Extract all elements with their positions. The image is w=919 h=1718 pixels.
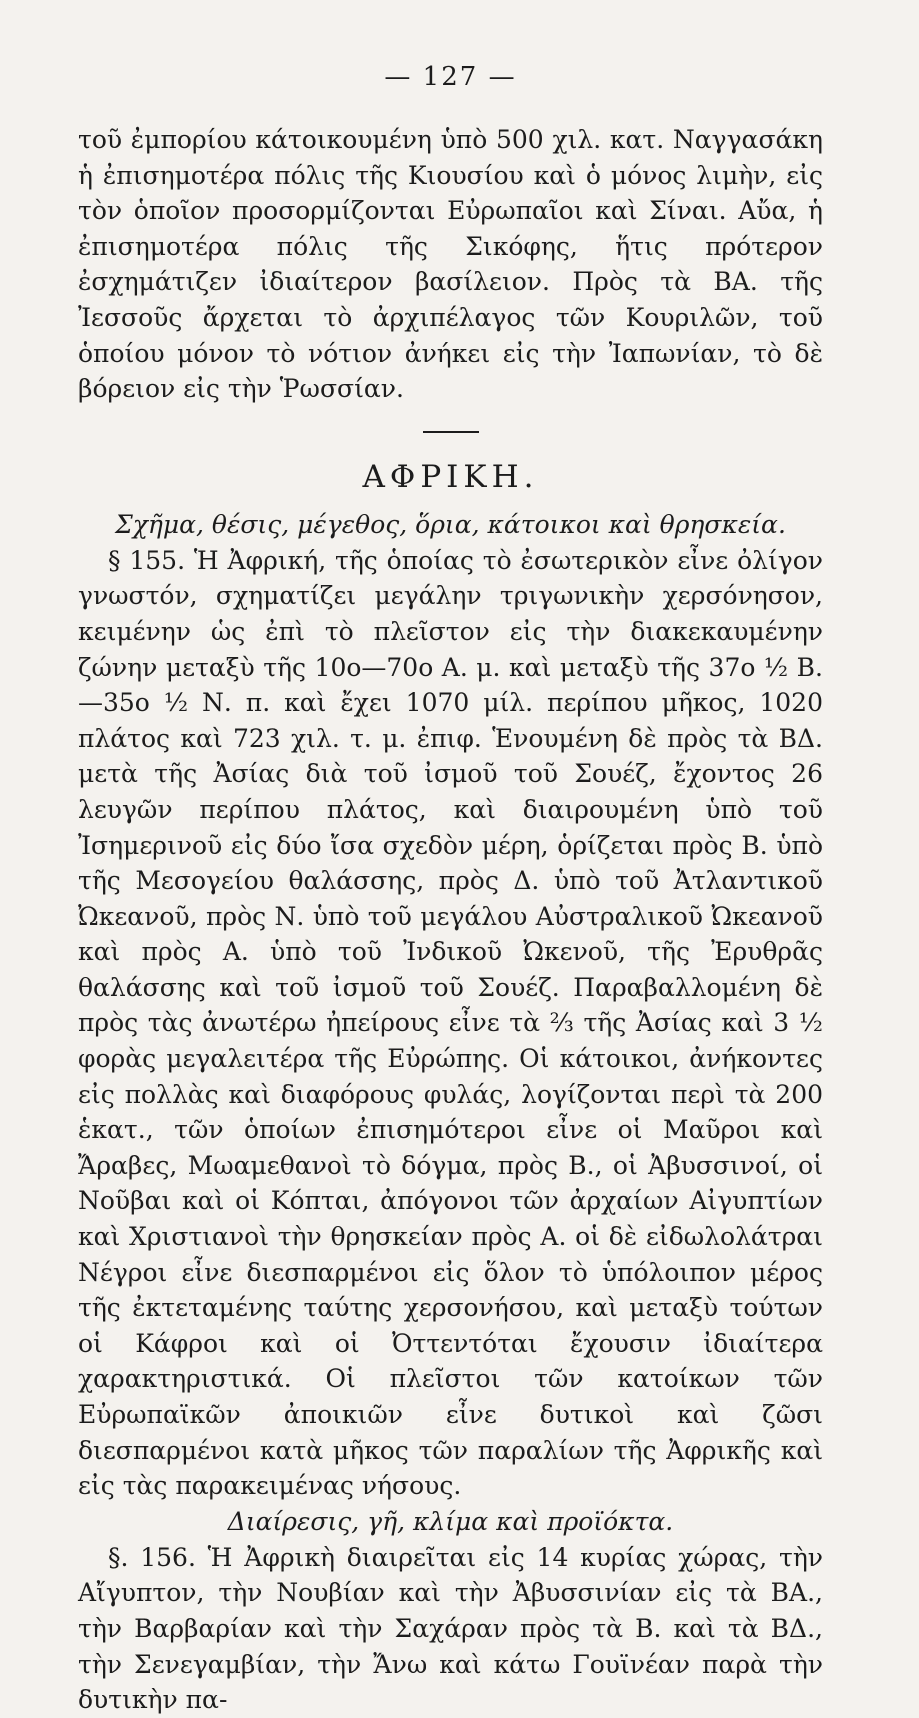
page-number: — 127 — <box>384 62 517 92</box>
subheading-shape-position: Σχῆμα, θέσις, μέγεθος, ὅρια, κάτοικοι καὶ θρησκεία. <box>115 509 786 539</box>
section-title: ΑΦΡΙΚΗ. <box>362 458 539 495</box>
intro-paragraph: τοῦ ἐμπορίου κάτοικουμένη ὑπὸ 500 χιλ. κατ. Ναγγασάκη ἡ ἐπισημοτέρα πόλις τῆς Κιουσίου καὶ ὁ μόνος λιμὴν, εἰς τὸν ὁποῖον προσορμίζονται Εὐρωπαῖοι καὶ Σίναι. Αὔα, ἡ ἐπισημοτέρα πόλις τῆς Σικόφης, ἥτις πρότερον ἐσχημάτιζεν ἰδιαίτερον βασίλειον. Πρὸς τὰ ΒΑ. τῆς Ἰεσσοῦς ἄρχεται τὸ ἀρχιπέλαγος τῶν Κουριλῶν, τοῦ ὁποίου μόνον τὸ νότιον ἀνήκει εἰς τὴν Ἰαπωνίαν, τὸ δὲ βόρειον εἰς τὴν Ῥωσσίαν. <box>78 125 823 404</box>
subheading-division-climate: Διαίρεσις, γῆ, κλίμα καὶ προϊόκτα. <box>227 1506 674 1536</box>
paragraph-156: §. 156. Ἡ Ἀφρικὴ διαιρεῖται εἰς 14 κυρίας χώρας, τὴν Αἴγυπτον, τὴν Νουβίαν καὶ τὴν Ἀβυσσινίαν εἰς τὰ ΒΑ., τὴν Βαρβαρίαν καὶ τὴν Σαχάραν πρὸς τὰ Β. καὶ τὰ ΒΔ., τὴν Σενεγαμβίαν, τὴν Ἄνω καὶ κάτω Γουϊνέαν παρὰ τὴν δυτικὴν πα- <box>78 1542 823 1715</box>
paragraph-155: § 155. Ἡ Ἀφρική, τῆς ὁποίας τὸ ἐσωτερικὸν εἶνε ὀλίγον γνωστόν, σχηματίζει μεγάλην τριγωνικὴν χερσόνησον, κειμένην ὡς ἐπὶ τὸ πλεῖστον εἰς τὴν διακεκαυμένην ζώνην μεταξὺ τῆς 10ο—70ο Α. μ. καὶ μεταξὺ τῆς 37ο ½ Β.—35ο ½ Ν. π. καὶ ἔχει 1070 μίλ. περίπου μῆκος, 1020 πλάτος καὶ 723 χιλ. τ. μ. ἐπιφ. Ἑνουμένη δὲ πρὸς τὰ ΒΔ. μετὰ τῆς Ἀσίας διὰ τοῦ ἰσμοῦ τοῦ Σουέζ, ἔχοντος 26 λευγῶν περίπου πλάτος, καὶ διαιρουμένη ὑπὸ τοῦ Ἰσημερινοῦ εἰς δύο ἴσα σχεδὸν μέρη, ὁρίζεται πρὸς Β. ὑπὸ τῆς Μεσογείου θαλάσσης, πρὸς Δ. ὑπὸ τοῦ Ἀτλαντικοῦ Ὠκεανοῦ, πρὸς Ν. ὑπὸ τοῦ μεγάλου Αὐστραλικοῦ Ὠκεανοῦ καὶ πρὸς Α. ὑπὸ τοῦ Ἰνδικοῦ Ὠκενοῦ, τῆς Ἐρυθρᾶς θαλάσσης καὶ τοῦ ἰσμοῦ τοῦ Σουέζ. Παραβαλλομένη δὲ πρὸς τὰς ἀνωτέρω ἠπείρους εἶνε τὰ ⅔ τῆς Ἀσίας καὶ 3 ½ φορὰς μεγαλειτέρα τῆς Εὐρώπης. Οἱ κάτοικοι, ἀνήκοντες εἰς πολλὰς καὶ διαφόρους φυλάς, λογίζονται περὶ τὰ 200 ἑκατ., τῶν ὁποίων ἐπισημότεροι εἶνε οἱ Μαῦροι καὶ Ἄραβες, Μωαμεθανοὶ τὸ δόγμα, πρὸς Β., οἱ Ἀβυσσινοί, οἱ Νοῦβαι καὶ οἱ Κόπται, ἀπόγονοι τῶν ἀρχαίων Αἰγυπτίων καὶ Χριστιανοὶ τὴν θρησκείαν πρὸς Α. οἱ δὲ εἰδωλολάτραι Νέγροι εἶνε διεσπαρμένοι εἰς ὅλον τὸ ὑπόλοιπον μέρος τῆς ἐκτεταμένης ταύτης χερσονήσου, καὶ μεταξὺ τούτων οἱ Κάφροι καὶ οἱ Ὀττεντόται ἔχουσιν ἰδιαίτερα χαρακτηριστικά. Οἱ πλεῖστοι τῶν κατοίκων τῶν Εὐρωπαϊκῶν ἀποικιῶν εἶνε δυτικοὶ καὶ ζῶσι διεσπαρμένοι κατὰ μῆκος τῶν παραλίων τῆς Ἀφρικῆς καὶ εἰς τὰς παρακειμένας νήσους. <box>78 545 823 1501</box>
section-divider <box>423 431 479 433</box>
